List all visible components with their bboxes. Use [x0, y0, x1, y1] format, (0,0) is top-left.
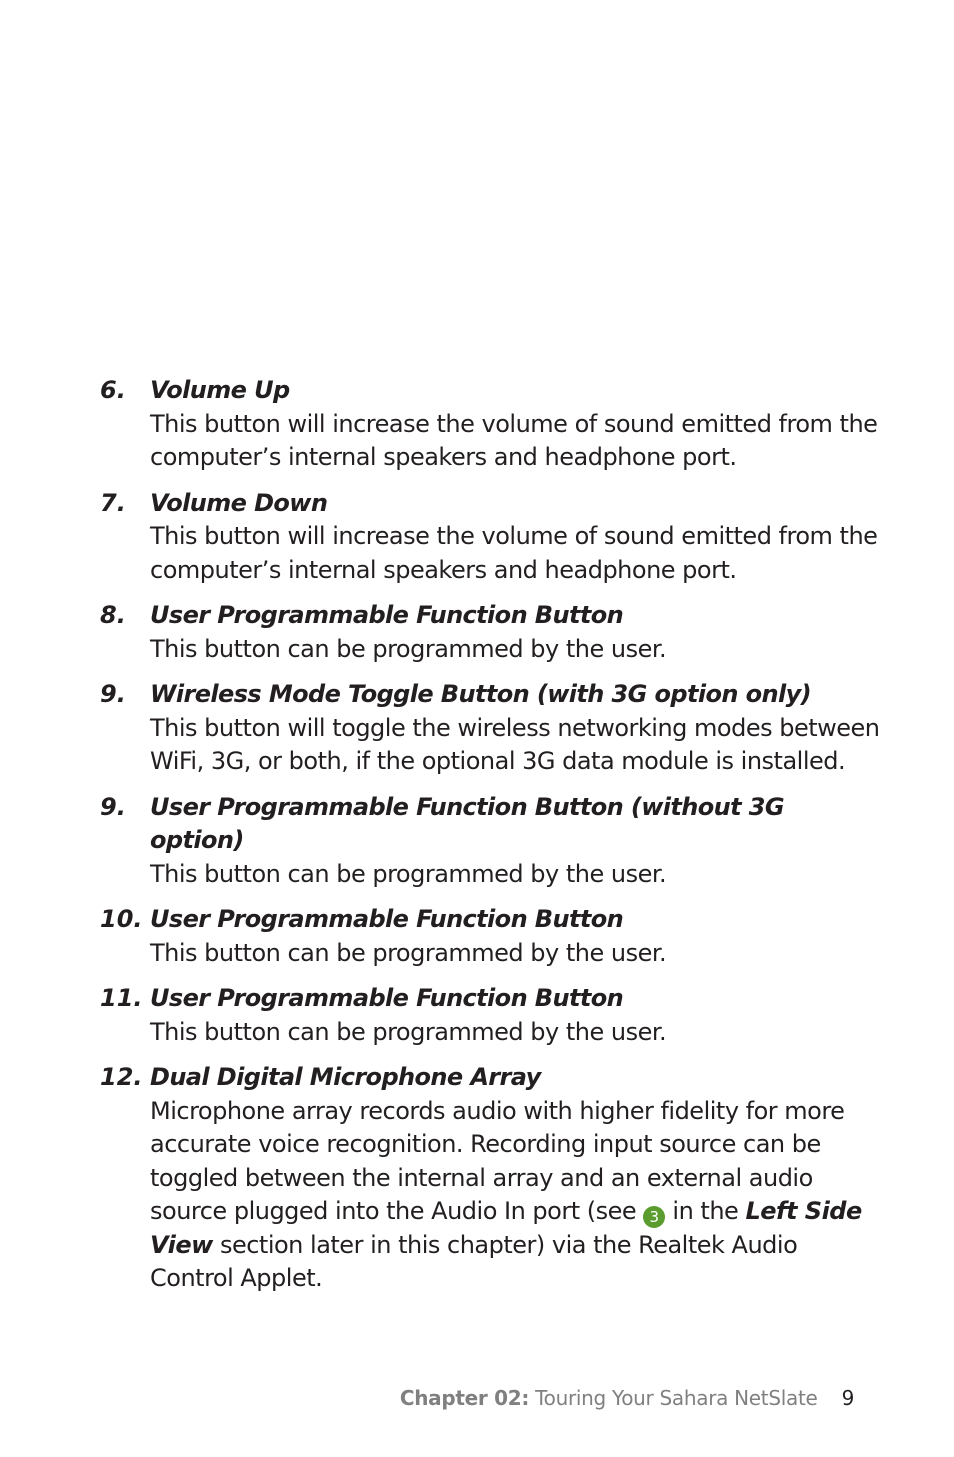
item-body	[150, 982, 880, 1049]
item-number: 7.	[100, 488, 126, 517]
item-description: This button will increase the volume of sound emitted from the computer’s internal speakers and headphone port.	[150, 522, 878, 584]
item-body	[150, 487, 880, 588]
item-description	[150, 1095, 880, 1296]
item-body	[150, 599, 880, 666]
item-title: User Programmable Function Button	[150, 905, 624, 933]
item-description: This button will increase the volume of sound emitted from the computer’s internal speakers and headphone port.	[150, 409, 878, 471]
list-item-volume-up	[100, 374, 880, 475]
footer-title: Touring Your Sahara NetSlate	[535, 1386, 818, 1410]
desc-text: Microphone array records audio with higher fidelity for more accurate voice recognition. Recording input source can be toggled between the internal array and an external audio source plugged into the Audio In port (see	[150, 1096, 845, 1225]
desc-text: section later in this chapter) via the Realtek Audio Control Applet.	[150, 1230, 798, 1292]
footer-chapter: Chapter 02:	[399, 1386, 530, 1410]
item-description: This button can be programmed by the user.	[150, 938, 667, 967]
item-body	[150, 678, 880, 779]
item-number: 9.	[100, 680, 126, 708]
item-description: This button can be programmed by the user.	[150, 859, 667, 888]
list-item-volume-down	[100, 487, 880, 588]
item-number: 9.	[100, 792, 126, 821]
list-item-wireless-mode-toggle	[100, 678, 880, 779]
item-body	[150, 1061, 880, 1296]
callout-number-icon: 3	[643, 1206, 665, 1228]
item-title: User Programmable Function Button	[150, 601, 624, 629]
item-title	[150, 678, 880, 712]
item-body	[150, 903, 880, 970]
page-footer	[400, 1384, 854, 1412]
list-item-user-function-button-8	[100, 599, 880, 666]
item-title-main: Wireless Mode Toggle Button	[150, 680, 530, 708]
item-title: Volume Up	[150, 376, 290, 404]
desc-text: in the	[665, 1197, 746, 1225]
item-body	[150, 374, 880, 475]
list-item-user-function-button-9	[100, 791, 880, 892]
item-number: 6.	[100, 376, 126, 404]
item-title-suffix: (with 3G option only)	[529, 680, 812, 708]
list-item-user-function-button-11	[100, 982, 880, 1049]
item-description: This button can be programmed by the user.	[150, 634, 667, 663]
item-body	[150, 791, 880, 892]
list-item-user-function-button-10	[100, 903, 880, 970]
item-title	[150, 791, 880, 858]
list-item-microphone-array	[100, 1061, 880, 1296]
item-title: User Programmable Function Button	[150, 984, 624, 1012]
section-reference: Left Side View	[150, 1197, 862, 1259]
item-number: 8.	[100, 601, 126, 629]
item-number: 10.	[100, 905, 143, 933]
item-description: This button can be programmed by the user.	[150, 1017, 667, 1046]
item-title: Volume Down	[150, 488, 328, 517]
item-number: 11.	[100, 984, 143, 1012]
item-title-main: User Programmable Function Button	[150, 792, 624, 821]
item-title-suffix: (without 3G option)	[150, 792, 784, 854]
item-title: Dual Digital Microphone Array	[150, 1063, 541, 1091]
item-number: 12.	[100, 1063, 143, 1091]
item-description: This button will toggle the wireless networking modes between WiFi, 3G, or both, if the optional 3G data module is installed.	[150, 713, 880, 775]
feature-list	[100, 374, 880, 1308]
page-number: 9	[841, 1386, 854, 1410]
